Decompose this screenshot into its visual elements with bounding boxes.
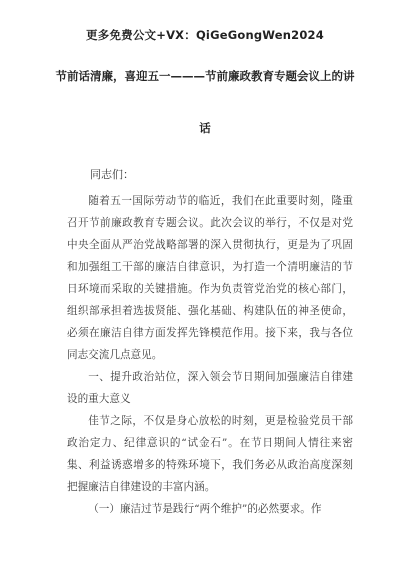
greeting: 同志们：: [90, 168, 134, 181]
document-title-line-2: 话: [199, 121, 211, 135]
document-title-line-1: 节前话清廉，喜迎五一———节前廉政教育专题会议上的讲: [55, 69, 355, 83]
paragraph-intro: 随着五一国际劳动节的临近，我们在此重要时刻，隆重召开节前廉政教育专题会议。此次会议的举行，不仅是对党中央全面从严治党战略部署的深入贯彻执行，更是为了巩固和加强组工干部的廉洁自律意识，为打造一个清明廉洁的节日环境而采取的关键措施。作为负责管党治党的核心部门，组织部承担着选拔贤能、强化基础、构建队伍的神圣使命，必须在廉洁自律方面发挥先锋模范作用。接下来，我与各位同志交流几点意见。: [67, 195, 353, 361]
paragraph-section-1: 佳节之际，不仅是身心放松的时刻，更是检验党员干部政治定力、纪律意识的“试金石”。在节日期间人情往来密集、利益诱惑增多的特殊环境下，我们务必从政治高度深刻把握廉洁自律建设的丰富内涵。: [67, 415, 353, 493]
watermark-header: 更多免费公文+VX：QiGeGongWen2024: [86, 28, 324, 42]
subsection-heading-1: （一）廉洁过节是践行“两个维护”的必然要求。作: [88, 503, 322, 515]
document-body: [67, 190, 353, 520]
section-heading-1: 一、提升政治站位，深入领会节日期间加强廉洁自律建设的重大意义: [67, 371, 353, 405]
